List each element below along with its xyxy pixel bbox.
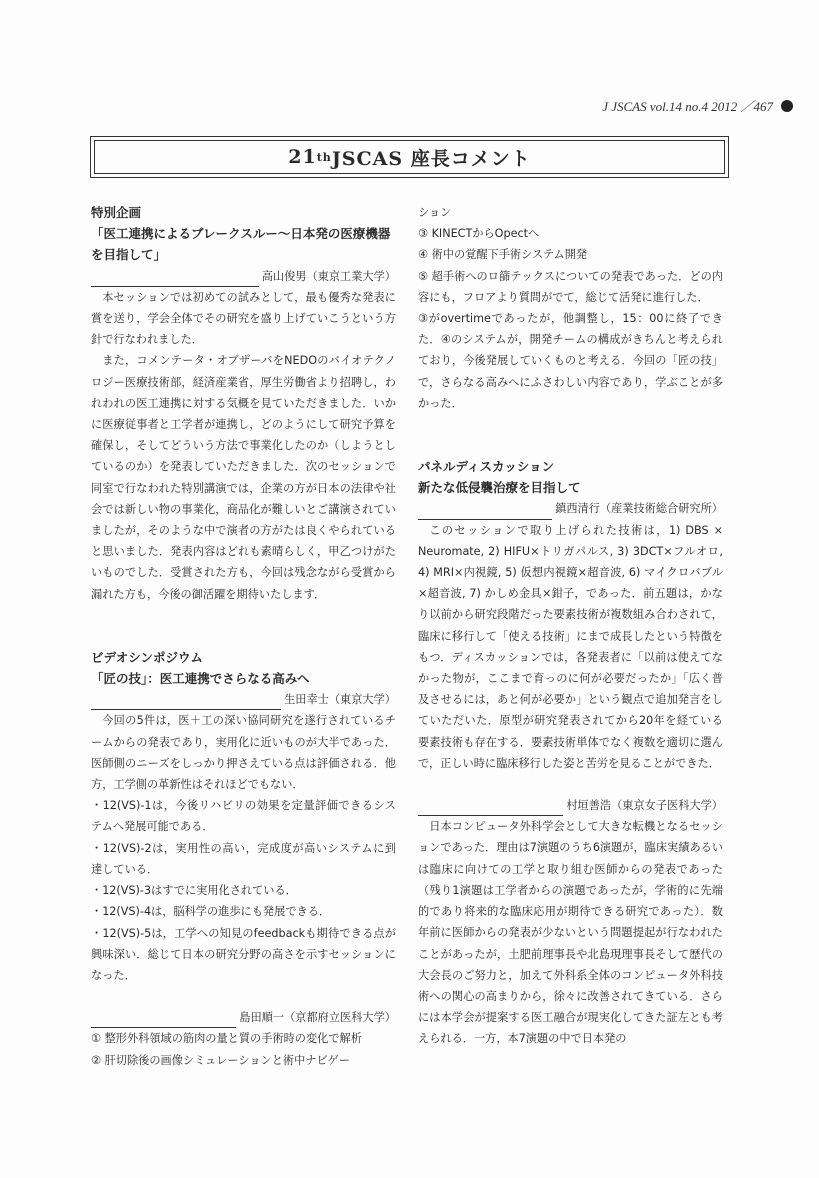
author-name: 生田幸士（東京大学）: [284, 693, 396, 707]
list-item: ・12(VS)-3はすでに実用化されている．: [91, 884, 297, 898]
author-rule: [91, 1012, 236, 1028]
list-item: ① 整形外科領域の筋肉の量と質の手術時の変化で解析: [91, 1032, 362, 1046]
spacer: [418, 414, 723, 456]
list-item: ・12(VS)-2は，実用性の高い，完成度が高いシステムに到達している．: [91, 841, 396, 876]
section-title: 「匠の技」：医工連携でさらなる高みへ: [91, 671, 310, 687]
title-box: [90, 136, 729, 178]
paragraph: 本セッションでは初めての試みとして，最も優秀な発表に賞を送り，学会全体でその研究を盛り上げていこうという方針で行なわれました．: [91, 290, 396, 347]
title-sup: th: [316, 150, 332, 164]
author-line: [91, 266, 396, 287]
author-line: [91, 689, 396, 710]
section-title: 新たな低侵襲治療を目指して: [418, 480, 581, 496]
section-category: パネルディスカッション: [418, 459, 555, 475]
paragraph: 日本コンピュータ外科学会として大きな転機となるセッションであった．理由は7演題のうち6演題が，臨床実績あるいは臨床に向けての工学と取り組む医師からの発表であった（残り1演題は工学者からの演題であったが，学術的に先端的であり将来的な臨床応用が期待できる研究であった）．数年前に医師からの発表が少ないという問題提起が行なわれたことがあったが，土肥前理事長や北島現理事長そして歴代の大会長のご努力と，加えて外科系全体のコンピュータ外科技術への関心の高まりから，徐々に改善されてきている．さらには本学会が提案する医工融合が現実化してきた証左とも考えられる．一方，本7演題の中で日本発の: [418, 820, 724, 1046]
list-item: ・12(VS)-1は，今後リハビリの効果を定量評価できるシステムへ発展可能である．: [91, 799, 396, 834]
paragraph: ③がovertimeであったが，他調整し，15：00に終了できた．④のシステムが，開発チームの構成がきちんと考えられており，今後発展していくものと考える．今回の「匠の技」で，さらなる高みへにふさわしい内容であり，学ぶことが多かった．: [418, 312, 723, 410]
author-name: 島田順一（京都府立医科大学）: [239, 1011, 396, 1025]
spacer: [91, 986, 396, 1007]
section-category: 特別企画: [91, 205, 142, 220]
running-head-text: J JSCAS vol.14 no.4 2012 ／467: [602, 99, 773, 114]
spacer: [418, 774, 723, 795]
list-item: ⑤ 超手術へのロ篩テックスについての発表であった．どの内容にも，フロアより質問がでて，総じて活発に進行した．: [418, 269, 723, 304]
author-rule: [91, 694, 281, 710]
section-category: ビデオシンポジウム: [91, 649, 203, 665]
left-column: [91, 202, 396, 1071]
author-rule: [91, 271, 259, 287]
list-item: ④ 術中の覚醒下手術システム開発: [418, 248, 588, 262]
paragraph: このセッションで取り上げられた技術は，1) DBS × Neuromate, 2) HIFU×トリガパルス, 3) 3DCT×フルオロ, 4) MRI×内視鏡, 5) 仮想内視鏡×超音波, 6) マイクロバブル×超音波, 7) かしめ金具×鉗子，であった．前五題は，かなり以前から研究段階だった要素技術が複数組み合わされて，臨床に移行して「使える技術」にまで成長したという特徴をもつ．ディスカッションでは，各発表者に「以前は使えてなかった物が，ここまで育っのに何が必要だったか」「広く普及させるには，あと何が必要か」という観点で追加発言をしていただいた．原型が研究発表されてから20年を経ている要素技術も存在する．要素技術単体でなく複数を適切に選んで，正しい時に臨床移行した姿と苦労を見ることができた．: [418, 523, 723, 770]
page-bullet-icon: [781, 100, 793, 112]
paragraph: また，コメンテータ・オブザーバをNEDOのバイオテクノロジー医療技術部，経済産業省，厚生労働省より招聘し，われわれの医工連携に対する気概を見ていただきました．いかに医療従事者と工学者が連携し，どのようにして研究予算を確保し，そしてどういう方法で事業化したのか（しようとしているのか）を発表していただきました．次のセッションで同室で行なわれた特別講演では，企業の方が日本の法律や社会では新しい物の事業化，商品化が難しいとご講演されていましたが，そのような中で演者の方がたは良くやられていると思いました．発表内容はどれも素晴らしく，甲乙つけがたいものでした．受賞された方も，今回は残念ながら受賞から漏れた方も，今後の御活躍を期待いたします．: [91, 354, 396, 601]
author-name: 村垣善浩（東京女子医科大学）: [566, 799, 723, 813]
author-rule: [418, 800, 563, 816]
author-line: [418, 498, 723, 519]
section-title: 「医工連携によるブレークスルー～日本発の医療機器を目指して」: [91, 226, 391, 263]
list-item: ③ KINECTからOpectへ: [418, 227, 540, 241]
spacer: [91, 605, 396, 647]
paragraph: 今回の5件は，医＋工の深い協同研究を遂行されているチームからの発表であり，実用化に近いものが大半であった．医師側のニーズをしっかり押さえている点は評価される．他方，工学側の革新性はそれほどでもない．: [91, 714, 396, 792]
paragraph-continuation: ション: [418, 206, 452, 219]
page-title: [94, 140, 725, 174]
author-line: [418, 795, 723, 816]
author-name: 高山俊男（東京工業大学）: [261, 269, 396, 283]
title-number: 21: [288, 146, 317, 168]
list-item: ・12(VS)-5は，工学への知見のfeedbackも期待できる点が興味深い．総じて日本の研究分野の高さを示すセッションになった．: [91, 926, 396, 982]
title-text: JSCAS 座長コメント: [331, 147, 531, 170]
author-rule: [418, 504, 552, 520]
author-name: 鎮西清行（産業技術総合研究所）: [555, 502, 723, 516]
list-item: ・12(VS)-4は，脳科学の進歩にも発展できる．: [91, 905, 331, 919]
running-head: [602, 96, 793, 115]
right-column: [418, 202, 723, 1050]
list-item: ② 肝切除後の画像シミュレーションと術中ナビゲー: [91, 1053, 351, 1067]
author-line: [91, 1007, 396, 1028]
